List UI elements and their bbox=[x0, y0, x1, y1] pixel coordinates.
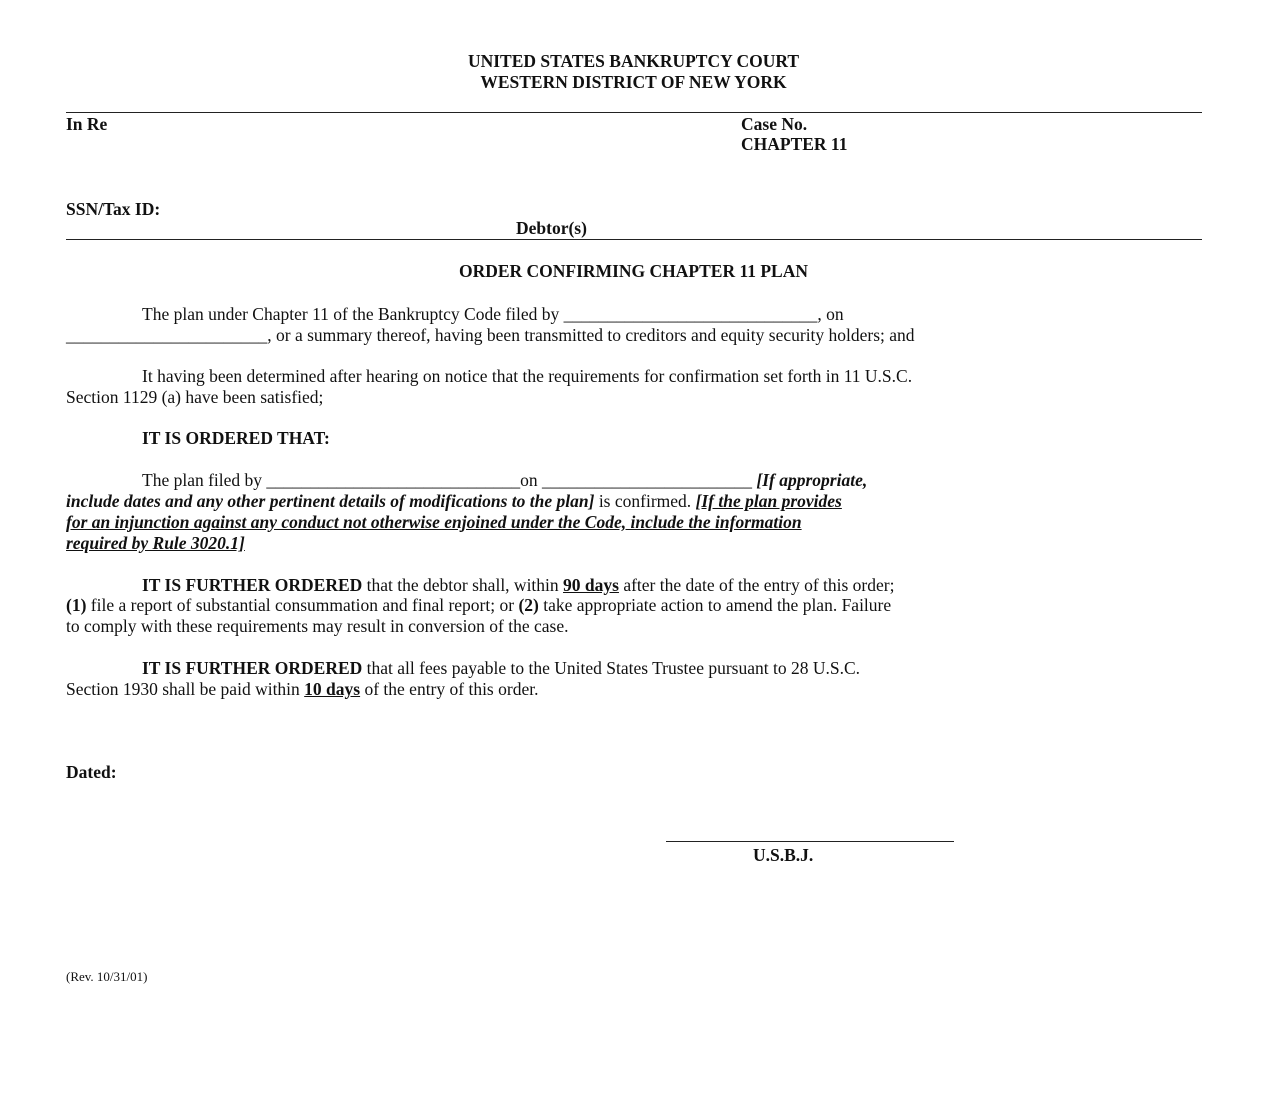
header-rule bbox=[66, 112, 1202, 113]
debtor-label: Debtor(s) bbox=[516, 218, 587, 238]
paragraph-confirmed-line2 bbox=[66, 491, 842, 512]
instruction-injunction-start: [If the plan provides bbox=[695, 491, 842, 511]
paragraph-further-ordered-1-line2 bbox=[66, 595, 891, 616]
further-ordered-text: after the date of the entry of this order; bbox=[618, 575, 895, 595]
fees-text: Section 1930 shall be paid within bbox=[66, 679, 305, 699]
ordered-that-heading: IT IS ORDERED THAT: bbox=[142, 428, 330, 448]
revision-note: (Rev. 10/31/01) bbox=[66, 969, 148, 984]
instruction-appropriate: [If appropriate, bbox=[756, 470, 868, 490]
signature-label: U.S.B.J. bbox=[753, 845, 814, 865]
ten-days: 10 days bbox=[304, 679, 361, 699]
further-ordered-lead: IT IS FURTHER ORDERED bbox=[142, 658, 363, 678]
paragraph-confirmed-line1 bbox=[142, 470, 867, 491]
paragraph-plan-line2: _______________________, or a summary thereof, having been transmitted to creditors and equity security holders; and bbox=[66, 325, 915, 345]
item-text-1: file a report of substantial consummation and final report; or bbox=[86, 595, 519, 615]
paragraph-determined-line2: Section 1129 (a) have been satisfied; bbox=[66, 387, 324, 407]
ssn-label: SSN/Tax ID: bbox=[66, 199, 161, 219]
item-number-1: (1) bbox=[66, 595, 87, 615]
paragraph-further-ordered-2-line1 bbox=[142, 658, 860, 679]
further-ordered-text: that the debtor shall, within bbox=[362, 575, 564, 595]
further-ordered-lead: IT IS FURTHER ORDERED bbox=[142, 575, 363, 595]
paragraph-further-ordered-1-line3: to comply with these requirements may result in conversion of the case. bbox=[66, 616, 569, 636]
dated-label: Dated: bbox=[66, 762, 117, 782]
instruction-injunction-middle: for an injunction against any conduct not otherwise enjoined under the Code, include the information bbox=[66, 512, 802, 532]
court-name: UNITED STATES BANKRUPTCY COURT bbox=[467, 51, 800, 71]
court-district: WESTERN DISTRICT OF NEW YORK bbox=[480, 72, 787, 92]
chapter-label: CHAPTER 11 bbox=[741, 134, 848, 154]
plan-filed-text: The plan filed by _____________________________on ________________________ bbox=[142, 470, 757, 490]
signature-line bbox=[666, 841, 954, 842]
instruction-modifications: include dates and any other pertinent details of modifications to the plan] bbox=[66, 491, 595, 511]
in-re-label: In Re bbox=[66, 114, 108, 134]
paragraph-further-ordered-2-line2 bbox=[66, 679, 538, 700]
further-ordered-text: that all fees payable to the United States Trustee pursuant to 28 U.S.C. bbox=[362, 658, 861, 678]
ninety-days: 90 days bbox=[563, 575, 619, 595]
confirmed-text: is confirmed. bbox=[594, 491, 696, 511]
paragraph-determined-line1: It having been determined after hearing on notice that the requirements for confirmation set forth in 11 U.S.C. bbox=[142, 366, 913, 386]
case-no-label: Case No. bbox=[741, 114, 808, 134]
caption-rule bbox=[66, 239, 1202, 240]
instruction-injunction-end: required by Rule 3020.1] bbox=[66, 533, 245, 553]
fees-text: of the entry of this order. bbox=[360, 679, 539, 699]
order-title: ORDER CONFIRMING CHAPTER 11 PLAN bbox=[458, 261, 809, 281]
item-number-2: (2) bbox=[518, 595, 539, 615]
item-text-2: take appropriate action to amend the plan. Failure bbox=[538, 595, 892, 615]
paragraph-further-ordered-1-line1 bbox=[142, 575, 894, 596]
paragraph-plan-line1: The plan under Chapter 11 of the Bankruptcy Code filed by _____________________________, on bbox=[142, 304, 844, 324]
